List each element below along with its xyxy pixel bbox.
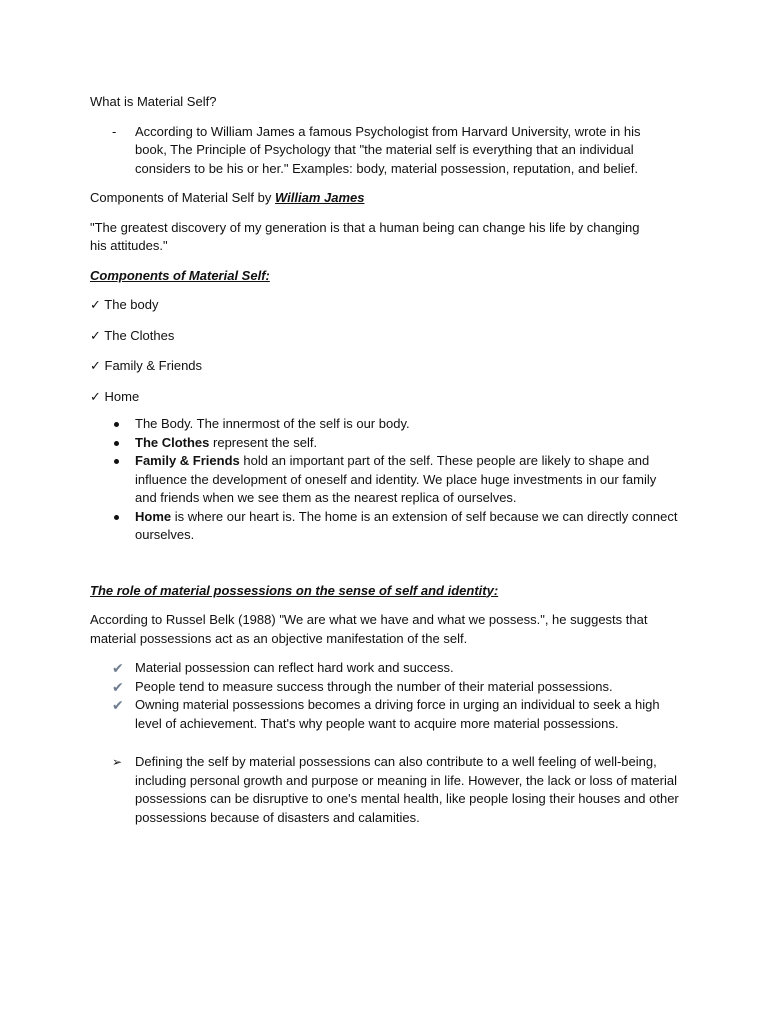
section-spacer bbox=[90, 556, 690, 582]
arrow-list bbox=[90, 753, 690, 827]
role-check-text: Material possession can reflect hard work and success. bbox=[135, 660, 454, 675]
role-check-list bbox=[90, 659, 690, 733]
arrow-icon: ➢ bbox=[112, 755, 123, 769]
components-heading-text: Components of Material Self: bbox=[90, 267, 270, 283]
bullet-text: represent the self. bbox=[209, 434, 318, 450]
dash-marker: - bbox=[112, 123, 117, 139]
check-item-clothes: ✓ The Clothes bbox=[90, 327, 175, 343]
check-item-body: ✓ The body bbox=[90, 297, 159, 312]
check-icon: ✔ bbox=[112, 697, 124, 713]
role-check-item bbox=[90, 678, 680, 697]
bullet-icon bbox=[114, 441, 119, 446]
belk-paragraph: According to Russel Belk (1988) "We are what we have and what we possess.", he suggests that material possessions act as an objective manifestation of the self. bbox=[90, 612, 648, 646]
bullet-icon bbox=[114, 422, 119, 427]
check-item-home: ✓ Home bbox=[90, 388, 140, 404]
role-heading bbox=[90, 582, 690, 601]
bullet-bold: The Clothes bbox=[135, 434, 210, 450]
bullet-text: The Body. The innermost of the self is our body. bbox=[135, 416, 410, 431]
bullet-bold: Home bbox=[135, 508, 172, 524]
bullet-text: hold an important part of the self. These people are likely to shape and influence the development of oneself and identity. We place huge investments in our family and friends when we see them as the nearest replica of ourselves. bbox=[135, 453, 657, 505]
arrow-item bbox=[90, 753, 680, 827]
definition-item bbox=[90, 123, 675, 179]
bullet-item-family bbox=[90, 452, 680, 508]
check-item-family: ✓ Family & Friends bbox=[90, 358, 203, 373]
components-by-line bbox=[90, 189, 690, 208]
definition-text: According to William James a famous Psychologist from Harvard University, wrote in his book, The Principle of Psychology that "the material self is everything that an individual considers to be his or her." Examples: body, material possession, reputation, and belief. bbox=[135, 123, 641, 176]
check-icon: ✔ bbox=[112, 678, 124, 695]
components-heading bbox=[90, 267, 690, 286]
bullet-item-home bbox=[90, 508, 680, 545]
author-name: William James bbox=[274, 190, 365, 205]
quote: "The greatest discovery of my generation is that a human being can change his life by changing his attitudes." bbox=[90, 219, 640, 253]
arrow-text: Defining the self by material possessions can also contribute to a well feeling of well-being, including personal growth and purpose or meaning in life. However, the lack or loss of material possessions can be disruptive to one's mental health, like people losing their houses and other possessions because of disasters and calamities. bbox=[135, 754, 679, 825]
bullet-icon bbox=[114, 459, 119, 464]
role-check-text: Owning material possessions becomes a driving force in urging an individual to seek a high level of achievement. That's why people want to acquire more material possessions. bbox=[135, 697, 660, 731]
question-heading: What is Material Self? bbox=[90, 94, 217, 109]
bullet-list bbox=[90, 415, 690, 545]
role-heading-text: The role of material possessions on the sense of self and identity: bbox=[90, 582, 499, 598]
bullet-text: is where our heart is. The home is an extension of self because we can directly connect ourselves. bbox=[135, 508, 678, 542]
role-check-text: People tend to measure success through the number of their material possessions. bbox=[135, 678, 613, 694]
bullet-item-body bbox=[90, 415, 680, 434]
bullet-icon bbox=[114, 515, 119, 520]
bullet-bold: Family & Friends bbox=[135, 453, 240, 468]
role-check-item bbox=[90, 696, 680, 733]
role-check-item bbox=[90, 659, 680, 678]
check-icon: ✔ bbox=[112, 660, 124, 676]
document-page bbox=[90, 93, 690, 827]
bullet-item-clothes bbox=[90, 434, 680, 453]
components-by-prefix: Components of Material Self by bbox=[90, 190, 275, 205]
